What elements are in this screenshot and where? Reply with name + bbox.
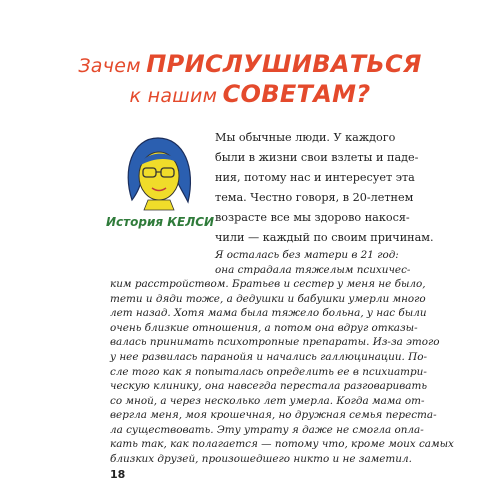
heading-word-k-nashim: к нашим: [129, 85, 218, 107]
heading-line-1: [60, 50, 440, 78]
heading-word-prislushivatsya: ПРИСЛУШИВАТЬСЯ: [146, 50, 422, 78]
text-line: у нее развилась паранойя и начались галлюцинации. По-: [110, 351, 427, 363]
story-caption: История КЕЛСИ: [106, 215, 215, 229]
heading-word-sovetam: СОВЕТАМ?: [222, 80, 371, 108]
heading-word-zachem: Зачем: [78, 55, 141, 77]
text-line: тети и дяди тоже, а дедушки и бабушки умерли много: [110, 292, 426, 305]
text-line: лет назад. Хотя мама была тяжело больна, у нас были: [110, 307, 427, 320]
text-line: со мной, а через несколько лет умерла. Когда мама от-: [110, 394, 425, 407]
text-line: кать так, как полагается — потому что, кроме моих самых: [110, 438, 454, 451]
text-line: Мы обычные люди. У каждого: [215, 131, 396, 144]
text-line: очень близкие отношения, а потом она вдруг отказы-: [110, 321, 418, 334]
text-line: ким расстройством. Братьев и сестер у меня не было,: [110, 278, 426, 291]
text-line: ния, потому нас и интересует эта: [215, 171, 415, 184]
page-number: 18: [110, 468, 126, 481]
text-line: были в жизни свои взлеты и паде-: [215, 151, 419, 164]
text-line: чили — каждый по своим причинам.: [215, 231, 434, 244]
text-line: она страдала тяжелым психичес-: [215, 263, 411, 276]
text-line: ческую клинику, она навсегда перестала разговаривать: [110, 380, 427, 393]
text-line: валась принимать психотропные препараты. Из-за этого: [110, 336, 440, 349]
text-line: тема. Честно говоря, в 20-летнем: [215, 191, 414, 204]
text-line: возрасте все мы здорово накося-: [215, 211, 410, 224]
text-line: Я осталась без матери в 21 год:: [215, 249, 399, 261]
text-line: близких друзей, произошедшего никто и не заметил.: [110, 453, 412, 465]
woman-portrait-icon: [112, 130, 204, 218]
heading-line-2: [60, 80, 440, 108]
text-line: ла существовать. Эту утрату я даже не смогла опла-: [110, 423, 424, 436]
text-line: сле того как я попыталась определить ее в психиатри-: [110, 365, 427, 378]
text-line: вергла меня, моя крошечная, но дружная семья перестa-: [110, 409, 437, 422]
